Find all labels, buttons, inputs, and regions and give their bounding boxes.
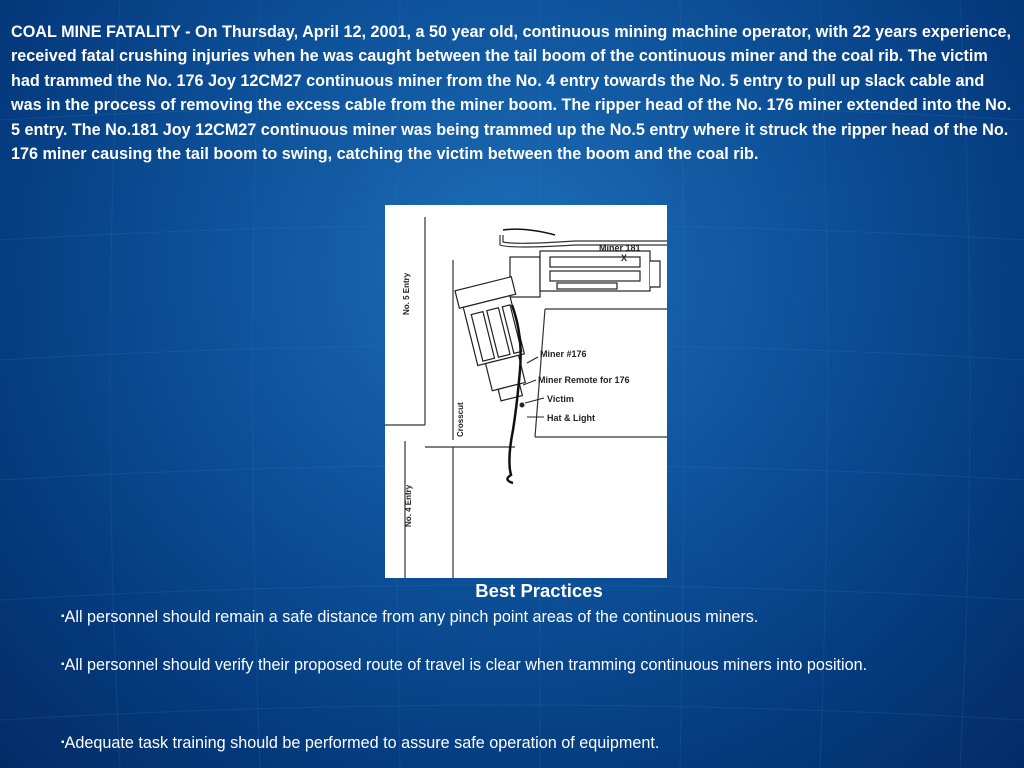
label-miner-remote: Miner Remote for 176 [538,375,630,385]
bullet-icon: ▪ [61,659,65,670]
bullet-icon: ▪ [61,737,65,748]
label-x-mark: X [621,253,628,263]
best-practice-item [61,731,991,755]
label-no5-entry: No. 5 Entry [402,272,411,315]
best-practice-text: Adequate task training should be performed to assure safe operation of equipment. [64,734,660,752]
label-miner-176: Miner #176 [540,349,587,359]
label-miner-181: Miner 181 [599,243,641,253]
label-no4-entry: No. 4 Entry [404,484,413,527]
best-practice-item [61,653,991,677]
fatality-description: COAL MINE FATALITY - On Thursday, April 12, 2001, a 50 year old, continuous mining machine operator, with 22 years experience, received fatal crushing injuries when he was caught between the tail boom of the continuous miner and the coal rib. The victim had trammed the No. 176 Joy 12CM27 continuous miner from the No. 4 entry towards the No. 5 entry to pull up slack cable and was in the process of removing the excess cable from the miner boom. The ripper head of the No. 176 miner extended into the No. 5 entry. The No.181 Joy 12CM27 continuous miner was being trammed up the No.5 entry where it struck the ripper head of the No. 176 miner causing the tail boom to swing, catching the victim between the boom and the coal rib. [11,23,1012,164]
label-crosscut: Crosscut [456,402,465,437]
accident-diagram [385,205,667,578]
best-practice-text: All personnel should verify their proposed route of travel is clear when tramming continuous miners into position. [64,656,868,674]
bullet-icon: ▪ [61,611,65,622]
best-practices-heading: Best Practices [475,580,603,601]
best-practice-text: All personnel should remain a safe distance from any pinch point areas of the continuous miners. [64,608,759,626]
best-practice-item [61,605,991,629]
label-hat-light: Hat & Light [547,413,595,423]
label-victim: Victim [547,394,574,404]
